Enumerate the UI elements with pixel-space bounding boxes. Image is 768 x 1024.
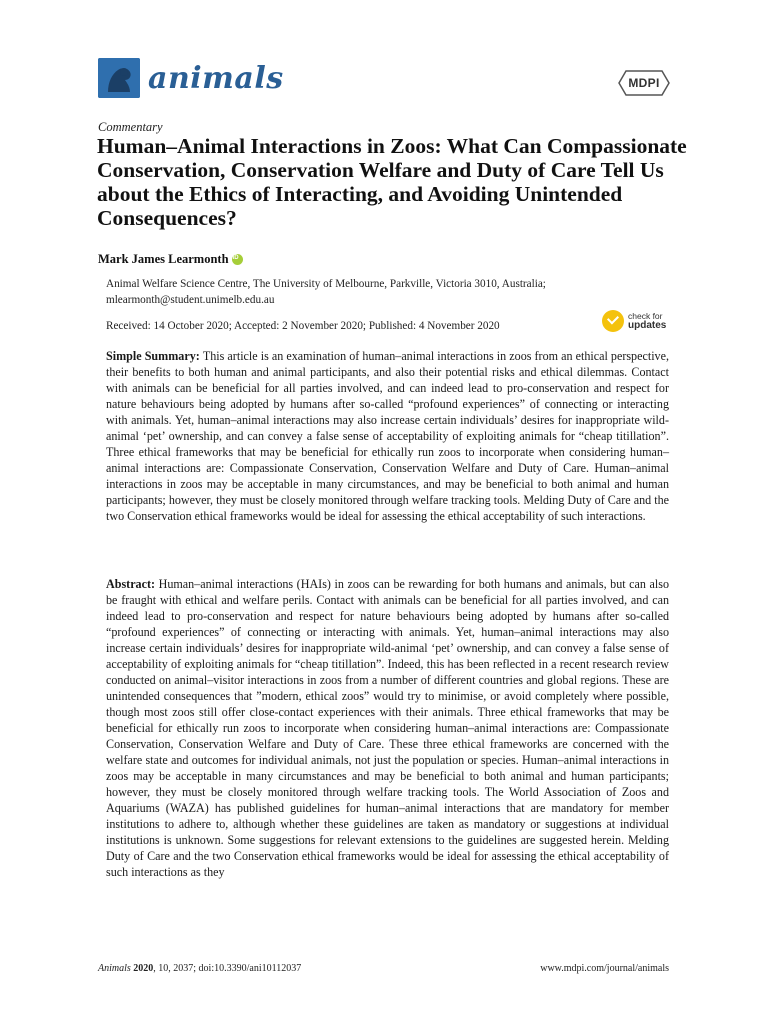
author	[98, 252, 243, 267]
simple-summary-label: Simple Summary:	[106, 349, 203, 363]
check-updates-icon	[602, 310, 624, 332]
check-updates-badge[interactable]	[602, 310, 666, 332]
simple-summary-text: This article is an examination of human–animal interactions in zoos from an ethical perspective, their benefits to both human and animal participants, and also their potential risks and ethical dilemmas. Contact with animals can be beneficial for all parties involved, and can indeed lead to pro-conservation and respect for nature behaviours being adopted by humans after so-called “profound experiences” of connecting or interacting with animals. Yet, human–animal interactions may also increase certain individuals’ desires for inappropriate wild-animal ‘pet’ ownership, and can convey a false sense of acceptability of exploiting animals for “cheap titillation”. Three ethical frameworks that may be beneficial for ethically run zoos to incorporate when considering human–animal interactions are: Compassionate Conservation, Conservation Welfare and Duty of Care. Human–animal interactions in zoos may be acceptable in many circumstances, and may be beneficial to both animal and human participants; however, they must be closely monitored through welfare tracking tools. Melding Duty of Care and the two Conservation ethical frameworks would be ideal for assessing the ethical acceptability of such interactions.	[106, 349, 669, 523]
check-updates-line1: check for	[628, 311, 663, 321]
footer-journal: Animals	[98, 963, 131, 974]
orcid-icon[interactable]	[232, 254, 243, 265]
journal-logo-icon	[98, 58, 140, 98]
footer-year: 2020	[133, 963, 154, 974]
author-email[interactable]: mlearmonth@student.unimelb.edu.au	[106, 294, 275, 306]
publisher-name: MDPI	[628, 76, 660, 90]
publisher-logo	[618, 70, 670, 96]
abstract-label: Abstract:	[106, 577, 159, 591]
abstract	[106, 576, 669, 880]
article-title: Human–Animal Interactions in Zoos: What Can Compassionate Conservation, Conservation Welfare and Duty of Care Tell Us about the Ethics of Interacting, and Avoiding Unintended Consequences?	[97, 134, 687, 230]
journal-header	[98, 58, 284, 98]
affiliation-text: Animal Welfare Science Centre, The University of Melbourne, Parkville, Victoria 3010, Australia;	[106, 278, 546, 290]
footer-citation	[98, 963, 301, 974]
abstract-text: Human–animal interactions (HAIs) in zoos can be rewarding for both humans and animals, but can also be fraught with ethical and welfare perils. Contact with animals can be beneficial for all parties involved, and can indeed lead to pro-conservation and respect for nature behaviours being adopted by humans after so-called “profound experiences” of connecting or interacting with animals. Yet, human–animal interactions may also increase certain individuals’ desires for inappropriate wild-animal ‘pet’ ownership, and can convey a false sense of acceptability of exploiting animals for “cheap titillation”. Indeed, this has been reflected in a recent research review conducted on animal–visitor interactions in zoos from a number of different countries and global regions. These are unintended consequences that ”modern, ethical zoos” would try to minimise, or avoid completely where possible, though most zoos still offer close-contact experiences with their animals. Three ethical frameworks that may be beneficial for ethically run zoos to incorporate when considering human–animal interactions are: Compassionate Conservation, Conservation Welfare and Duty of Care. These three ethical frameworks are concerned with the welfare state and outcomes for individual animals, not just the population or species. Human–animal interactions in zoos may be acceptable in many circumstances and may be beneficial to both animal and human participants; however, they must be closely monitored through welfare tracking tools. The World Association of Zoos and Aquariums (WAZA) has published guidelines for human–animal interactions that are mandatory for member institutions to adhere to, although whether these guidelines are taken as mandatory or suggestions at individual institutions is unknown. Some suggestions for relevant extensions to the guidelines are suggested herein. Melding Duty of Care and the two Conservation ethical frameworks would be ideal for assessing the ethical acceptability of such interactions as they	[106, 577, 669, 879]
author-name: Mark James Learmonth	[98, 252, 229, 266]
footer-citation-text: , 10, 2037; doi:10.3390/ani10112037	[153, 963, 302, 974]
affiliation	[106, 276, 546, 308]
journal-name: animals	[148, 60, 284, 96]
check-updates-line2: updates	[628, 320, 667, 331]
simple-summary	[106, 348, 669, 524]
footer-url[interactable]: www.mdpi.com/journal/animals	[540, 963, 669, 974]
check-updates-text	[628, 311, 666, 331]
publication-dates: Received: 14 October 2020; Accepted: 2 November 2020; Published: 4 November 2020	[106, 320, 500, 332]
article-type: Commentary	[98, 120, 163, 134]
